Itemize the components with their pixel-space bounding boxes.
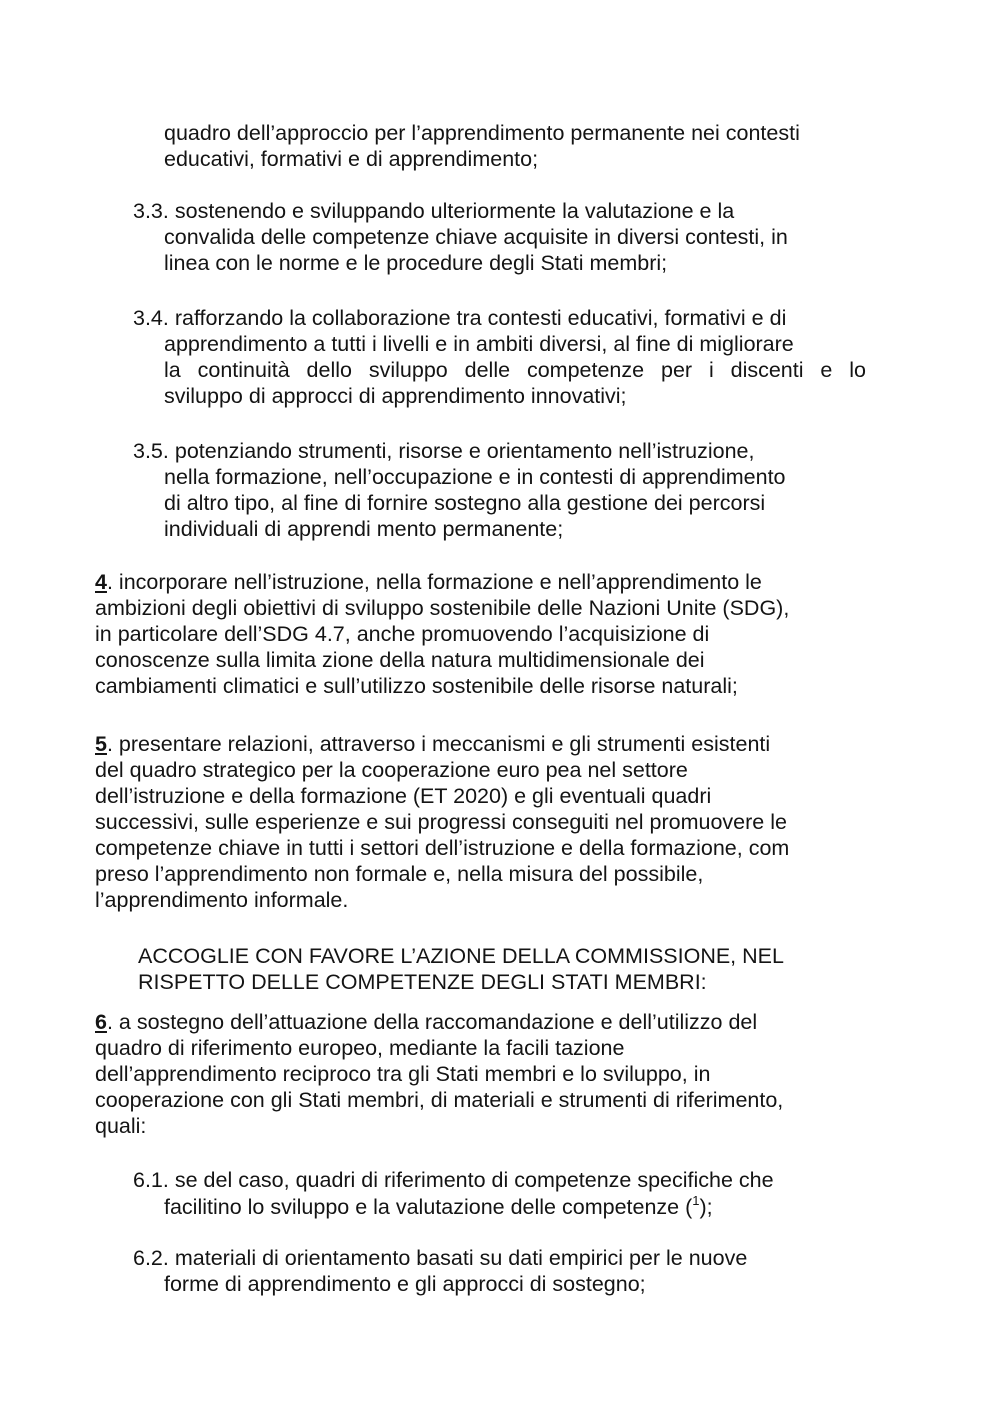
item-text: ); xyxy=(699,1195,713,1219)
text-line: conoscenze sulla limita zione della natura multidimensionale dei xyxy=(95,648,705,672)
item-6-2-body xyxy=(164,1271,646,1297)
text-line: sviluppo di approcci di apprendimento innovativi; xyxy=(164,384,627,408)
item-text: sostenendo e sviluppando ulteriormente la valutazione e la xyxy=(174,199,735,223)
text-line xyxy=(95,1009,783,1035)
item-6 xyxy=(95,1009,783,1139)
footnote-reference[interactable]: 1 xyxy=(692,1193,700,1208)
item-3-2-continuation xyxy=(164,120,800,172)
text-line: ambizioni degli obiettivi di sviluppo sostenibile delle Nazioni Unite (SDG), xyxy=(95,596,790,620)
item-number: 4 xyxy=(95,570,107,594)
item-4 xyxy=(95,569,789,699)
text-line: linea con le norme e le procedure degli Stati membri; xyxy=(164,251,668,275)
text-line: competenze chiave in tutti i settori dell’istruzione e della formazione, com xyxy=(95,836,790,860)
item-3-3 xyxy=(133,198,734,224)
text-line: dell’apprendimento reciproco tra gli Stati membri e lo sviluppo, in xyxy=(95,1062,711,1086)
item-number: 3.3. xyxy=(133,199,169,223)
text-line: del quadro strategico per la cooperazione euro pea nel settore xyxy=(95,758,688,782)
item-number: 6.1. xyxy=(133,1168,169,1192)
item-text: . presentare relazioni, attraverso i meccanismi e gli strumenti esistenti xyxy=(106,732,771,756)
text-line xyxy=(95,731,789,757)
text-line: dell’istruzione e della formazione (ET 2020) e gli eventuali quadri xyxy=(95,784,712,808)
text-line: in particolare dell’SDG 4.7, anche promuovendo l’acquisizione di xyxy=(95,622,710,646)
text-line xyxy=(133,198,734,224)
item-text: materiali di orientamento basati su dati empirici per le nuove xyxy=(174,1246,748,1270)
item-3-4 xyxy=(133,305,786,331)
text-line: convalida delle competenze chiave acquisite in diversi contesti, in xyxy=(164,225,788,249)
item-text: . incorporare nell’istruzione, nella formazione e nell’apprendimento le xyxy=(106,570,762,594)
text-line xyxy=(133,1167,774,1193)
item-3-5-body xyxy=(164,464,786,542)
text-line: successivi, sulle esperienze e sui progressi conseguiti nel promuovere le xyxy=(95,810,787,834)
item-number: 5 xyxy=(95,732,107,756)
text-line: di altro tipo, al fine di fornire sostegno alla gestione dei percorsi xyxy=(164,491,766,515)
item-text: se del caso, quadri di riferimento di competenze specifiche che xyxy=(174,1168,774,1192)
text-line: ACCOGLIE CON FAVORE L’AZIONE DELLA COMMISSIONE, NEL xyxy=(138,944,784,968)
text-line: quadro dell’approccio per l’apprendimento permanente nei contesti xyxy=(164,121,800,145)
text-line: quali: xyxy=(95,1114,147,1138)
item-6-1 xyxy=(133,1167,774,1193)
item-3-3-body xyxy=(164,224,788,276)
item-6-1-body xyxy=(164,1194,713,1220)
text-line xyxy=(133,305,786,331)
text-line: RISPETTO DELLE COMPETENZE DEGLI STATI MEMBRI: xyxy=(138,970,707,994)
text-line xyxy=(133,438,754,464)
text-line: cambiamenti climatici e sull’utilizzo sostenibile delle risorse naturali; xyxy=(95,674,738,698)
text-line xyxy=(133,1245,747,1271)
item-6-2 xyxy=(133,1245,747,1271)
text-line: individuali di apprendi mento permanente; xyxy=(164,517,564,541)
item-text: rafforzando la collaborazione tra contesti educativi, formativi e di xyxy=(174,306,787,330)
item-number: 3.4. xyxy=(133,306,169,330)
item-number: 6 xyxy=(95,1010,107,1034)
item-text: . a sostegno dell’attuazione della raccomandazione e dell’utilizzo del xyxy=(106,1010,758,1034)
text-line: preso l’apprendimento non formale e, nella misura del possibile, xyxy=(95,862,704,886)
item-number: 3.5. xyxy=(133,439,169,463)
text-line: l’apprendimento informale. xyxy=(95,888,349,912)
item-5 xyxy=(95,731,789,913)
text-line: apprendimento a tutti i livelli e in ambiti diversi, al fine di migliorare xyxy=(164,332,794,356)
text-line: quadro di riferimento europeo, mediante la facili tazione xyxy=(95,1036,625,1060)
item-number: 6.2. xyxy=(133,1246,169,1270)
text-line: la continuità dello sviluppo delle competenze per i discenti e lo xyxy=(164,358,866,382)
text-line: nella formazione, nell’occupazione e in contesti di apprendimento xyxy=(164,465,786,489)
text-line: educativi, formativi e di apprendimento; xyxy=(164,147,539,171)
item-3-4-body xyxy=(164,331,866,409)
text-line: forme di apprendimento e gli approcci di sostegno; xyxy=(164,1272,646,1296)
item-text: facilitino lo sviluppo e la valutazione delle competenze ( xyxy=(164,1195,693,1219)
text-line xyxy=(95,569,789,595)
text-line: cooperazione con gli Stati membri, di materiali e strumenti di riferimento, xyxy=(95,1088,784,1112)
item-3-5 xyxy=(133,438,754,464)
section-heading xyxy=(138,943,784,995)
text-line xyxy=(164,1194,713,1220)
item-text: potenziando strumenti, risorse e orientamento nell’istruzione, xyxy=(174,439,755,463)
